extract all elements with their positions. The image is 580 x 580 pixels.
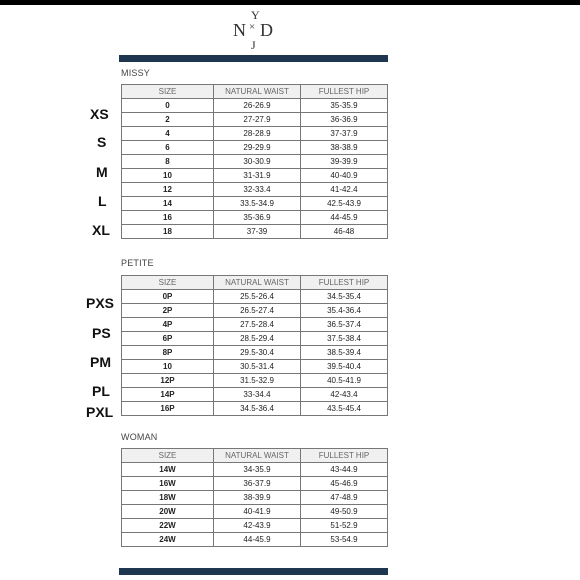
waist-column-header: NATURAL WAIST bbox=[214, 85, 301, 99]
table-row bbox=[122, 505, 388, 519]
petite-letter-pxs: PXS bbox=[86, 295, 115, 311]
waist-cell: 34.5-36.4 bbox=[214, 402, 301, 416]
size-column-header: SIZE bbox=[122, 85, 214, 99]
size-cell: 0 bbox=[122, 99, 214, 113]
hip-cell: 49-50.9 bbox=[301, 505, 388, 519]
hip-cell: 46-48 bbox=[301, 225, 388, 239]
table-row bbox=[122, 113, 388, 127]
missy-letter-xs: XS bbox=[90, 106, 109, 122]
hip-cell: 51-52.9 bbox=[301, 519, 388, 533]
logo-cross: × bbox=[249, 21, 256, 33]
table-row bbox=[122, 155, 388, 169]
missy-section-label: MISSY bbox=[121, 68, 151, 78]
table-row bbox=[122, 225, 388, 239]
hip-cell: 45-46.9 bbox=[301, 477, 388, 491]
waist-cell: 27.5-28.4 bbox=[214, 318, 301, 332]
hip-cell: 43-44.9 bbox=[301, 463, 388, 477]
table-row bbox=[122, 304, 388, 318]
size-cell: 6P bbox=[122, 332, 214, 346]
size-cell: 14W bbox=[122, 463, 214, 477]
table-header-row bbox=[122, 276, 388, 290]
petite-letter-pxl: PXL bbox=[86, 404, 114, 420]
size-cell: 8P bbox=[122, 346, 214, 360]
petite-letter-pl: PL bbox=[92, 383, 110, 399]
size-cell: 12 bbox=[122, 183, 214, 197]
logo-letter-bottom: J bbox=[251, 38, 256, 52]
table-row bbox=[122, 127, 388, 141]
size-cell: 2P bbox=[122, 304, 214, 318]
logo-letter-top: Y bbox=[251, 8, 260, 22]
waist-cell: 26.5-27.4 bbox=[214, 304, 301, 318]
hip-cell: 38.5-39.4 bbox=[301, 346, 388, 360]
waist-cell: 33-34.4 bbox=[214, 388, 301, 402]
table-row bbox=[122, 141, 388, 155]
waist-cell: 37-39 bbox=[214, 225, 301, 239]
hip-cell: 42.5-43.9 bbox=[301, 197, 388, 211]
size-cell: 18 bbox=[122, 225, 214, 239]
hip-cell: 37.5-38.4 bbox=[301, 332, 388, 346]
table-row bbox=[122, 463, 388, 477]
waist-cell: 35-36.9 bbox=[214, 211, 301, 225]
hip-cell: 41-42.4 bbox=[301, 183, 388, 197]
hip-cell: 35-35.9 bbox=[301, 99, 388, 113]
waist-cell: 36-37.9 bbox=[214, 477, 301, 491]
woman-rows bbox=[122, 463, 388, 547]
table-header-row bbox=[122, 85, 388, 99]
size-cell: 14P bbox=[122, 388, 214, 402]
missy-letter-l: L bbox=[98, 193, 107, 209]
table-row bbox=[122, 374, 388, 388]
size-column-header: SIZE bbox=[122, 276, 214, 290]
hip-cell: 36-36.9 bbox=[301, 113, 388, 127]
hip-cell: 35.4-36.4 bbox=[301, 304, 388, 318]
table-header-row bbox=[122, 449, 388, 463]
size-column-header: SIZE bbox=[122, 449, 214, 463]
hip-cell: 44-45.9 bbox=[301, 211, 388, 225]
hip-cell: 40-40.9 bbox=[301, 169, 388, 183]
table-row bbox=[122, 290, 388, 304]
bottom-accent-bar bbox=[119, 568, 388, 575]
petite-letter-pm: PM bbox=[90, 354, 111, 370]
table-row bbox=[122, 99, 388, 113]
hip-cell: 53-54.9 bbox=[301, 533, 388, 547]
petite-size-table bbox=[121, 275, 388, 416]
table-row bbox=[122, 519, 388, 533]
table-row bbox=[122, 491, 388, 505]
table-row bbox=[122, 169, 388, 183]
size-cell: 12P bbox=[122, 374, 214, 388]
table-row bbox=[122, 183, 388, 197]
size-cell: 16 bbox=[122, 211, 214, 225]
waist-cell: 31.5-32.9 bbox=[214, 374, 301, 388]
table-row bbox=[122, 533, 388, 547]
table-row bbox=[122, 318, 388, 332]
hip-cell: 37-37.9 bbox=[301, 127, 388, 141]
size-cell: 8 bbox=[122, 155, 214, 169]
hip-cell: 36.5-37.4 bbox=[301, 318, 388, 332]
waist-column-header: NATURAL WAIST bbox=[214, 449, 301, 463]
waist-cell: 34-35.9 bbox=[214, 463, 301, 477]
table-row bbox=[122, 332, 388, 346]
size-cell: 16W bbox=[122, 477, 214, 491]
table-row bbox=[122, 402, 388, 416]
size-cell: 16P bbox=[122, 402, 214, 416]
missy-letter-m: M bbox=[96, 164, 108, 180]
waist-cell: 32-33.4 bbox=[214, 183, 301, 197]
woman-size-table bbox=[121, 448, 388, 547]
waist-cell: 27-27.9 bbox=[214, 113, 301, 127]
logo-letter-left: N bbox=[233, 20, 246, 40]
hip-cell: 34.5-35.4 bbox=[301, 290, 388, 304]
size-cell: 10 bbox=[122, 169, 214, 183]
size-cell: 20W bbox=[122, 505, 214, 519]
brand-logo bbox=[225, 8, 285, 52]
waist-cell: 33.5-34.9 bbox=[214, 197, 301, 211]
size-cell: 4P bbox=[122, 318, 214, 332]
size-cell: 2 bbox=[122, 113, 214, 127]
table-row bbox=[122, 477, 388, 491]
size-cell: 4 bbox=[122, 127, 214, 141]
hip-column-header: FULLEST HIP bbox=[301, 85, 388, 99]
table-row bbox=[122, 388, 388, 402]
waist-cell: 44-45.9 bbox=[214, 533, 301, 547]
waist-cell: 42-43.9 bbox=[214, 519, 301, 533]
hip-cell: 40.5-41.9 bbox=[301, 374, 388, 388]
missy-letter-s: S bbox=[97, 134, 107, 150]
size-cell: 14 bbox=[122, 197, 214, 211]
table-row bbox=[122, 197, 388, 211]
size-cell: 6 bbox=[122, 141, 214, 155]
table-row bbox=[122, 346, 388, 360]
waist-cell: 38-39.9 bbox=[214, 491, 301, 505]
top-accent-bar bbox=[119, 55, 388, 62]
size-cell: 22W bbox=[122, 519, 214, 533]
waist-cell: 30.5-31.4 bbox=[214, 360, 301, 374]
hip-cell: 39-39.9 bbox=[301, 155, 388, 169]
waist-column-header: NATURAL WAIST bbox=[214, 276, 301, 290]
logo-letter-right: D bbox=[260, 20, 273, 40]
waist-cell: 28-28.9 bbox=[214, 127, 301, 141]
table-row bbox=[122, 360, 388, 374]
woman-section-label: WOMAN bbox=[121, 432, 158, 442]
waist-cell: 25.5-26.4 bbox=[214, 290, 301, 304]
size-cell: 0P bbox=[122, 290, 214, 304]
hip-cell: 39.5-40.4 bbox=[301, 360, 388, 374]
top-border bbox=[0, 0, 580, 5]
waist-cell: 26-26.9 bbox=[214, 99, 301, 113]
size-cell: 24W bbox=[122, 533, 214, 547]
waist-cell: 29.5-30.4 bbox=[214, 346, 301, 360]
size-cell: 18W bbox=[122, 491, 214, 505]
waist-cell: 40-41.9 bbox=[214, 505, 301, 519]
waist-cell: 31-31.9 bbox=[214, 169, 301, 183]
petite-section-label: PETITE bbox=[121, 258, 154, 268]
missy-letter-xl: XL bbox=[92, 222, 110, 238]
hip-cell: 47-48.9 bbox=[301, 491, 388, 505]
hip-column-header: FULLEST HIP bbox=[301, 276, 388, 290]
hip-cell: 42-43.4 bbox=[301, 388, 388, 402]
table-row bbox=[122, 211, 388, 225]
waist-cell: 28.5-29.4 bbox=[214, 332, 301, 346]
missy-size-table bbox=[121, 84, 388, 239]
hip-cell: 38-38.9 bbox=[301, 141, 388, 155]
petite-rows bbox=[122, 290, 388, 416]
size-cell: 10 bbox=[122, 360, 214, 374]
petite-letter-ps: PS bbox=[92, 325, 111, 341]
hip-cell: 43.5-45.4 bbox=[301, 402, 388, 416]
hip-column-header: FULLEST HIP bbox=[301, 449, 388, 463]
waist-cell: 30-30.9 bbox=[214, 155, 301, 169]
missy-rows bbox=[122, 99, 388, 239]
waist-cell: 29-29.9 bbox=[214, 141, 301, 155]
